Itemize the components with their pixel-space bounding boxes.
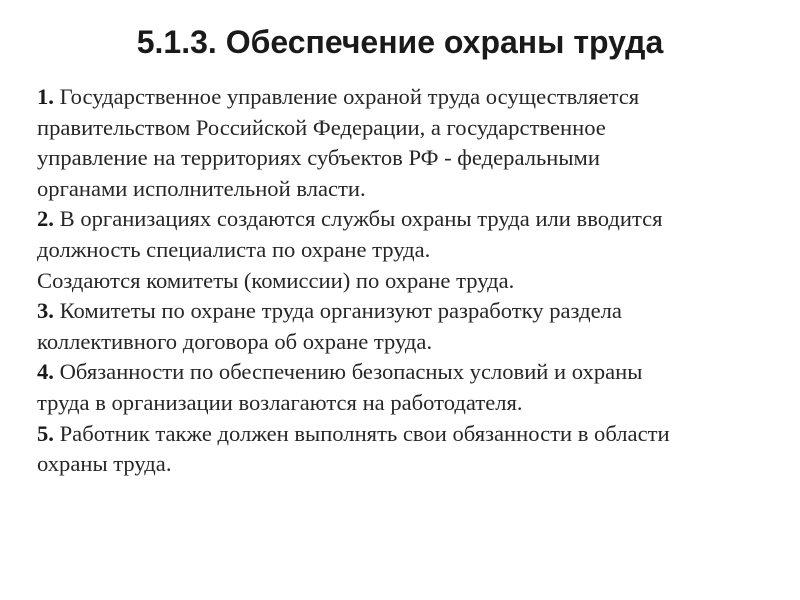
item-4-text: Обязанности по обеспечению безопасных условий и охраны bbox=[59, 359, 643, 385]
item-1-line-2: правительством Российской Федерации, а государственное bbox=[37, 114, 606, 140]
item-3-line-1 bbox=[37, 296, 789, 327]
slide-body bbox=[37, 82, 789, 480]
item-5-line-1 bbox=[37, 419, 789, 450]
item-4-number: 4. bbox=[37, 359, 54, 385]
slide-title: 5.1.3. Обеспечение охраны труда bbox=[136, 24, 664, 60]
item-1-text: Государственное управление охраной труда осуществляется bbox=[59, 84, 640, 109]
item-3-line-2: коллективного договора об охране труда. bbox=[37, 328, 433, 354]
item-2-line-1 bbox=[37, 204, 789, 235]
item-4-line-2: труда в организации возлагаются на работодателя. bbox=[37, 389, 523, 415]
item-1-line-4: органами исполнительной власти. bbox=[37, 175, 366, 201]
item-3-text: Комитеты по охране труда организуют разработку раздела bbox=[59, 298, 622, 324]
item-1-line-3: управление на территориях субъектов РФ - федеральными bbox=[37, 145, 600, 171]
item-1-number: 1. bbox=[37, 84, 54, 109]
item-5-number: 5. bbox=[37, 420, 54, 446]
item-2-line-3: Создаются комитеты (комиссии) по охране труда. bbox=[37, 267, 515, 293]
item-2-text: В организациях создаются службы охраны труда или вводится bbox=[59, 206, 663, 232]
item-2-line-2: должность специалиста по охране труда. bbox=[37, 236, 431, 262]
item-5-line-2: охраны труда. bbox=[37, 451, 172, 477]
item-2-number: 2. bbox=[37, 206, 54, 232]
item-1-line-1 bbox=[37, 82, 789, 113]
item-5-text: Работник также должен выполнять свои обязанности в области bbox=[59, 420, 670, 446]
item-3-number: 3. bbox=[37, 298, 54, 324]
item-4-line-1 bbox=[37, 357, 789, 388]
